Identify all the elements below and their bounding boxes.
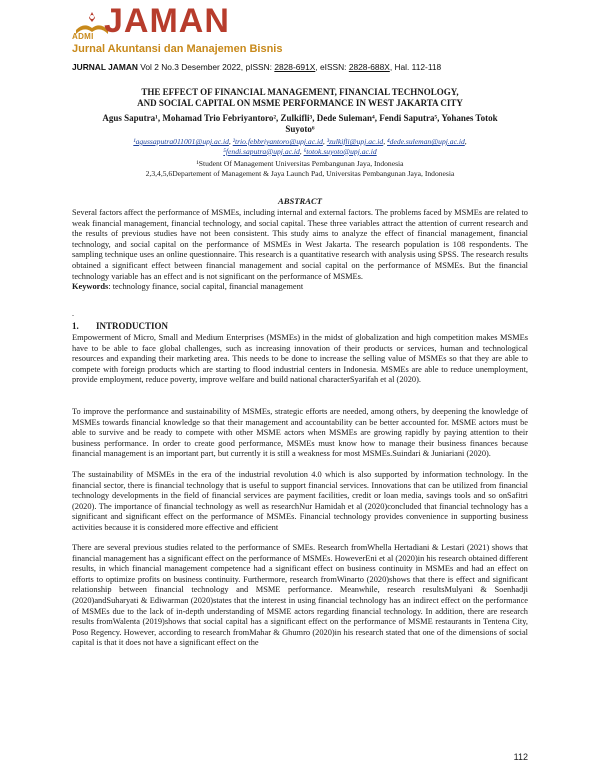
email-link[interactable]: ³zulkifli@upj.ac.id: [326, 137, 384, 146]
abstract-heading: ABSTRACT: [278, 196, 322, 206]
emails-line-2: ⁵fendi.saputra@upj.ac.id, ⁶totok.suyoto@upj.ac.id: [223, 146, 377, 156]
author-list: [72, 113, 528, 135]
authors-line-2: Suyoto⁶: [285, 124, 315, 134]
section-heading-introduction: [72, 321, 168, 331]
keywords-line: [72, 282, 528, 293]
title-line-2: AND SOCIAL CAPITAL ON MSME PERFORMANCE IN WEST JAKARTA CITY: [137, 98, 463, 108]
intro-paragraph-2: To improve the performance and sustainability of MSMEs, strategic efforts are needed, among others, by deepening the knowledge of MSMEs towards financial knowledge so that their management and accountability can be better accounted for. MSME actors must be able to survive and be ready to compete with other MSME actors when MSMEs are growing rapidly by paying attention to their business performance. In order to create good performance, MSMEs must know how to manage their business finances because financial management is an important part, but currently it is still a weakness for most MSMEs.Suindari & Juniariani (2020).: [72, 407, 528, 459]
email-link[interactable]: ²trio.febbriyantoro@upj.ac.id: [232, 137, 323, 146]
page-range: , Hal. 112-118: [389, 62, 442, 72]
logo-admi-text: ADMI: [72, 32, 94, 41]
stray-dot: .: [72, 309, 74, 318]
abstract-text: Several factors affect the performance of MSMEs, including internal and external factors. The problems faced by MSMEs are related to weak financial management, financial technology, and social capital. These three variables attract the attention of current research and the results of previous studies have not been consistent. This study aims to analyze the effect of financial management, financial technology, and social capital on the performance of MSMEs in West Jakarta. The research population is 108 respondents. The sampling technique uses an online questionnaire. This research is a quantitative research with analysis using SPSS. The research results obtained a significant effect between financial management and social capital on the performance of MSMEs. But the financial technology variable has an effect and is not significant on the performance of MSMEs.: [72, 208, 528, 281]
logo-subtitle: Jurnal Akuntansi dan Manajemen Bisnis: [72, 43, 283, 55]
affiliations: [72, 159, 528, 178]
authors-line-1: Agus Saputra¹, Mohamad Trio Febriyantoro², Zulkifli³, Dede Suleman⁴, Fendi Saputra⁵, Yohanes Totok: [102, 113, 498, 123]
section-number: 1.: [72, 321, 79, 331]
keywords-text: : technology finance, social capital, financial management: [108, 282, 304, 292]
pissn-link[interactable]: 2828-691X: [274, 62, 316, 72]
eissn-link[interactable]: 2828-688X: [348, 62, 390, 72]
abstract-body: [72, 208, 528, 293]
section-title: INTRODUCTION: [96, 321, 169, 331]
emails-line-1: ¹agussaputra011001@upj.ac.id, ²trio.febbriyantoro@upj.ac.id, ³zulkifli@upj.ac.id, ⁴dede.suleman@upj.ac.id,: [133, 137, 467, 146]
intro-paragraph-3: The sustainability of MSMEs in the era of the industrial revolution 4.0 which is also supported by information technology. In the financial sector, there is financial technology that is useful to support financial services. Innovations that can be utilized from financial technology developments in the field of financial services are payment facilities, credit or loan media, savings tools and so onSafitri (2020). The importance of financial technology as well as researchNur Hamidah et al (2020)concluded that financial technology has a significant and significant effect on the performance of MSMEs. Financial technology provides convenience in supporting business activities because it is considered more effective and efficient: [72, 470, 528, 532]
journal-citation-line: [72, 62, 441, 72]
affiliation-line-1: ¹Student Of Management Universitas Pembangunan Jaya, Indonesia: [196, 159, 404, 168]
email-link[interactable]: ¹agussaputra011001@upj.ac.id: [133, 137, 229, 146]
paper-title: [72, 87, 528, 109]
journal-volume: Vol 2 No.3 Desember 2022, pISSN:: [137, 62, 275, 72]
email-link[interactable]: ⁴dede.suleman@upj.ac.id: [387, 137, 465, 146]
keywords-label: Keywords: [72, 282, 109, 292]
page-number: 112: [513, 752, 528, 762]
title-line-1: THE EFFECT OF FINANCIAL MANAGEMENT, FINANCIAL TECHNOLOGY,: [141, 87, 459, 97]
intro-paragraph-1: Empowerment of Micro, Small and Medium Enterprises (MSMEs) in the midst of globalization and high competition makes MSMEs have to be able to face global challenges, such as increasing innovation of their products or services, human and technological resources and expanding their marketing area. This needs to be done to increase the selling value of MSMEs so that they are able to compete with foreign products which are starting to flood industrial centers in Indonesia. MSMEs are able to reduce unemployment, provide employment, reduce poverty, improve welfare and build national characterSyarifah et al (2020).: [72, 333, 528, 385]
affiliation-line-2: 2,3,4,5,6Departement of Management & Jaya Launch Pad, Universitas Pembangunan Jaya, Indonesia: [145, 168, 455, 178]
eissn-label: , eISSN:: [315, 62, 349, 72]
email-link[interactable]: ⁵fendi.saputra@upj.ac.id: [223, 146, 300, 156]
logo-jaman-text: JAMAN: [104, 2, 230, 40]
journal-logo: [72, 2, 332, 56]
author-emails: [72, 137, 528, 156]
email-link[interactable]: ⁶totok.suyoto@upj.ac.id: [303, 146, 377, 156]
intro-paragraph-4: There are several previous studies related to the performance of SMEs. Research fromWhella Hertadiani & Lestari (2021) shows that financial management has a significant effect on the performance of MSMEs. HoweverEni et al (2020)in his research obtained different results, in which financial management competence had a significant effect on business continuity in MSMEs and had an effect on efforts to optimize profits on business continuity. Furthermore, research fromWinarto (2020)shows that there is effect and significant relationship between financial technology and MSME performance. Meanwhile, research resultsMulyani & Soenhadji (2020)andSuharyati & Ediwarman (2020)states that the interest in using financial technology has an indirect effect on the performance of MSMEs due to the lack of in-depth understanding of MSME actors regarding financial technology. In addition, there are research results fromWalenta (2019)shows that social capital has a significant effect on the performance of MSME restaurants in Tentena City, Poso Regency. However, according to research fromMahar & Ghumro (2020)in his research stated that one of the dimensions of social capital is that it does not have a significant effect on the: [72, 543, 528, 648]
journal-name: JURNAL JAMAN: [72, 62, 138, 72]
